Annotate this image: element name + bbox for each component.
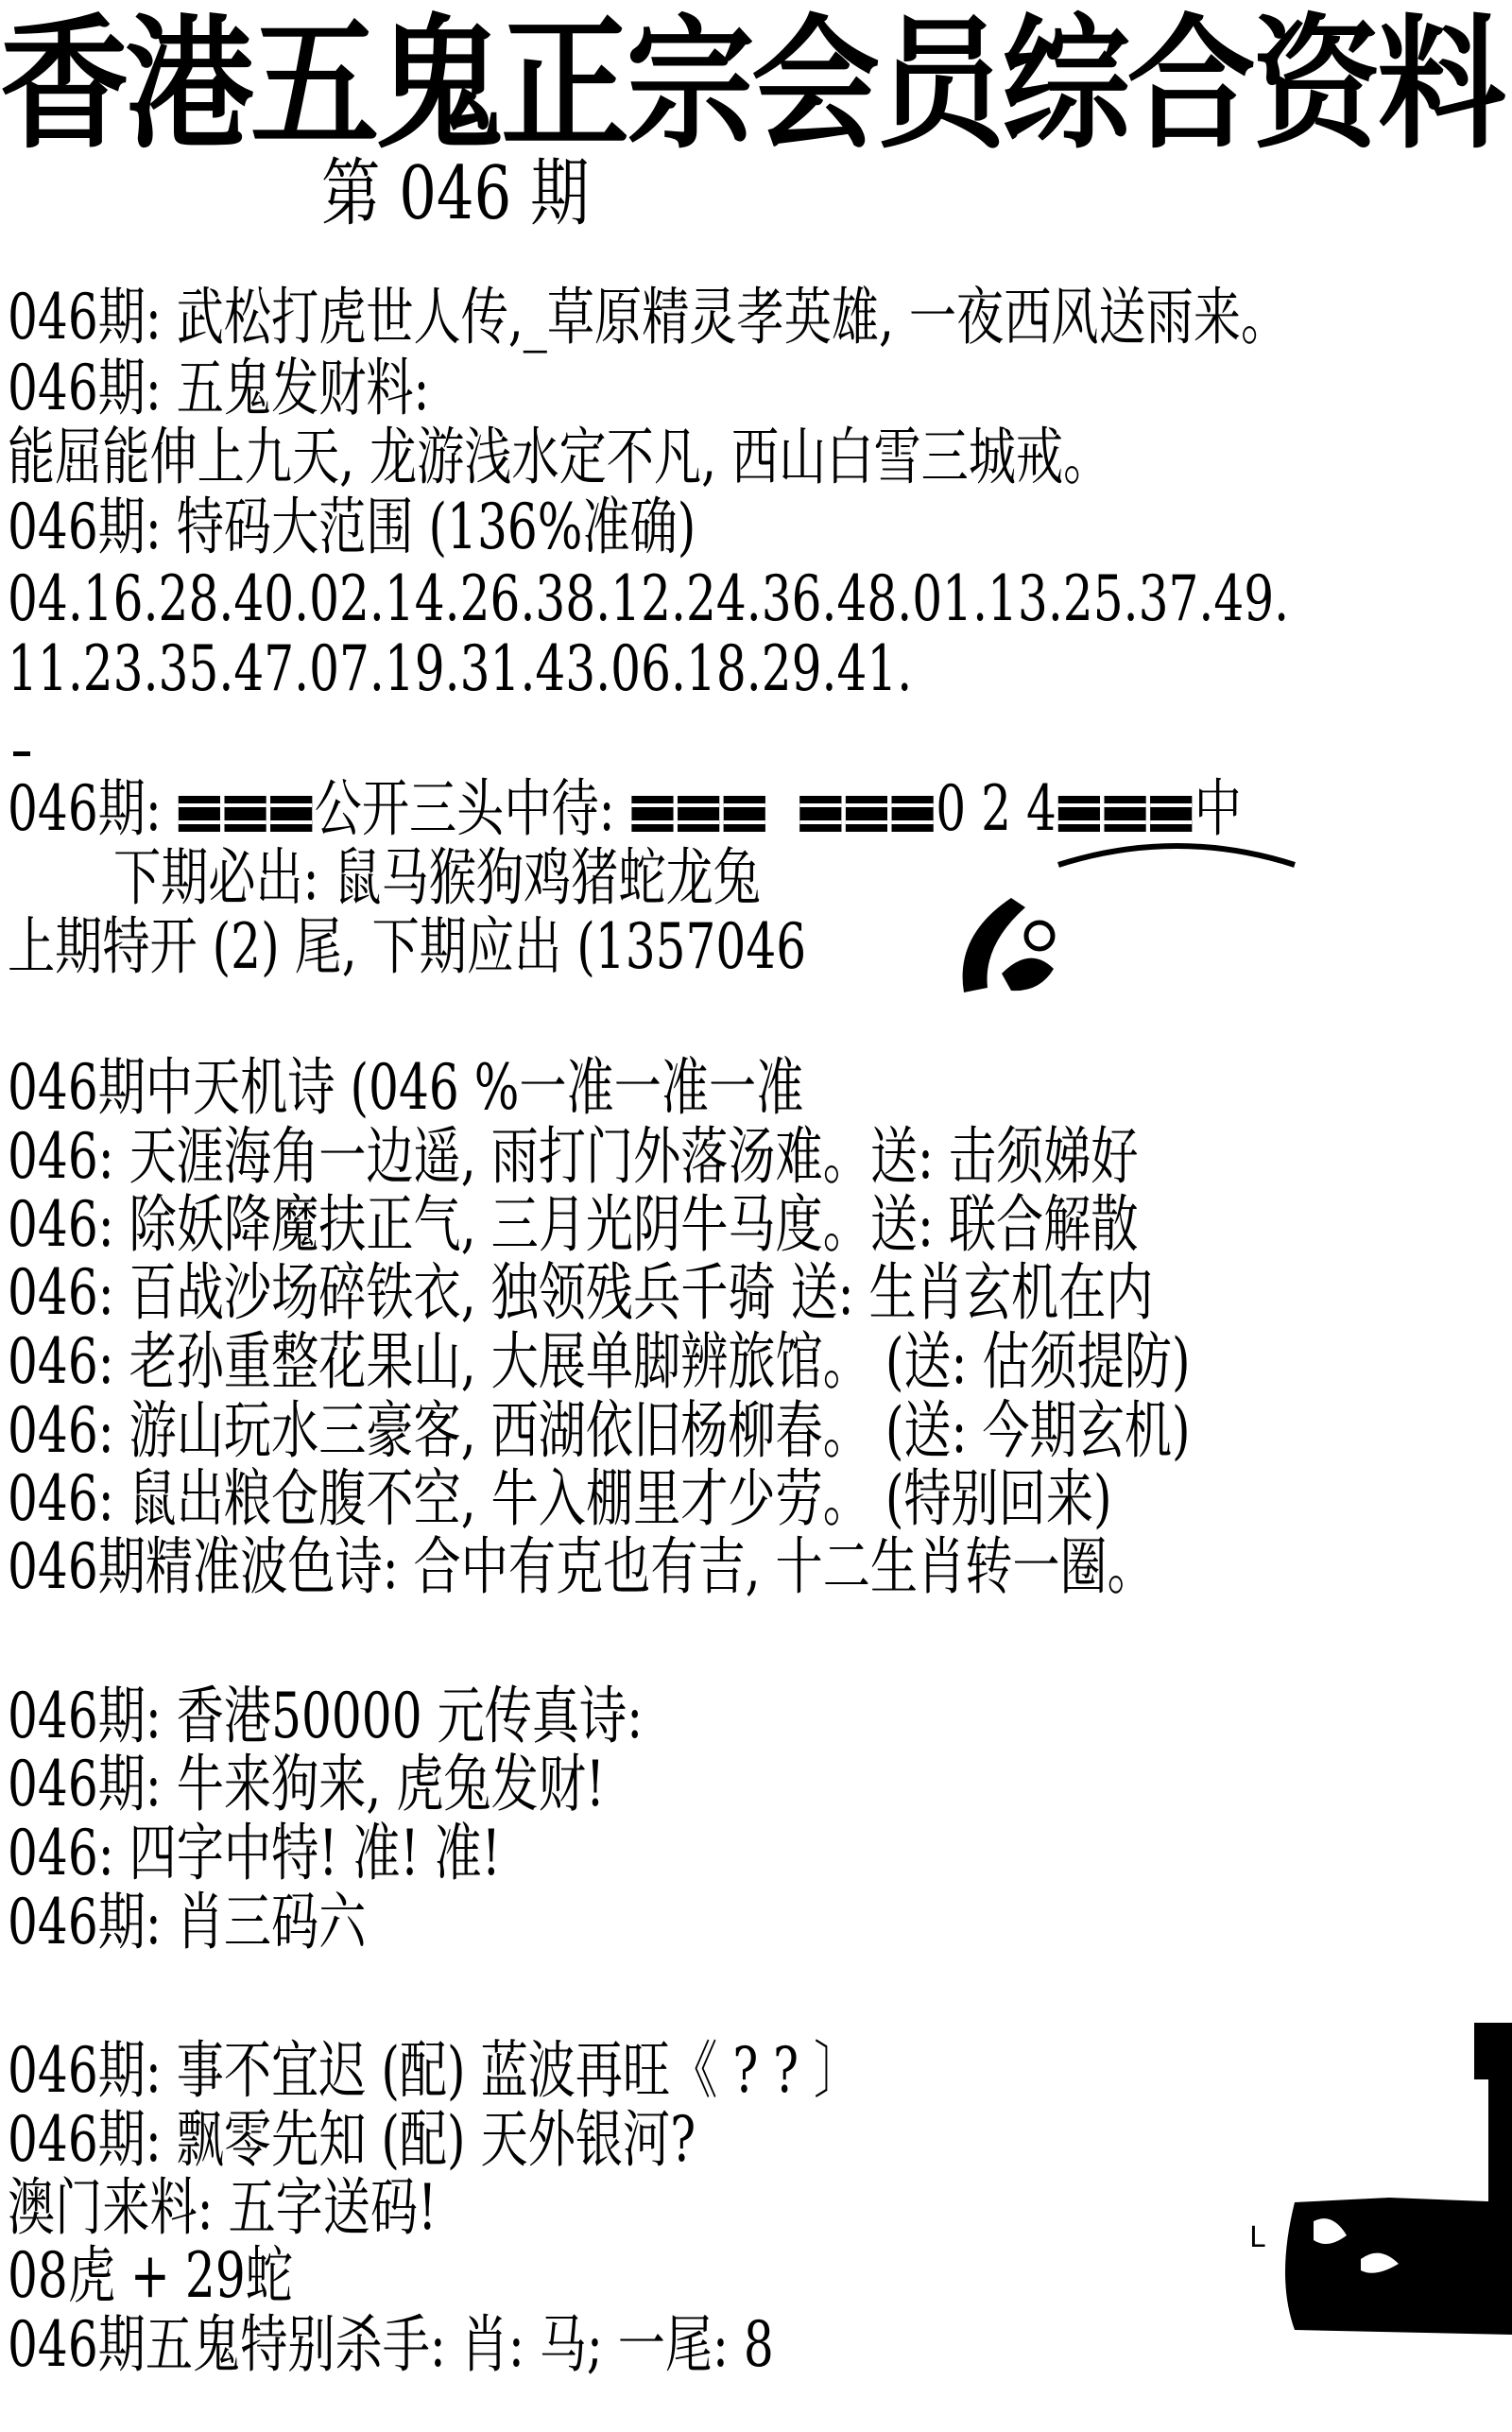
text-line: 澳门来料: 五字送码! bbox=[8, 2171, 438, 2244]
poem-line: 046: 百战沙场碎铁衣, 独领残兵千骑 送: 生肖玄机在内 bbox=[8, 1256, 1154, 1329]
text-line: 046期中天机诗 (046 %一准一准一准 bbox=[8, 1051, 804, 1124]
text-line: 046期: 香港50000 元传真诗: bbox=[8, 1680, 644, 1752]
ink-scribble-mark bbox=[945, 879, 1068, 1011]
text-line: 上期特开 (2) 尾, 下期应出 (1357046 bbox=[8, 910, 807, 983]
digits: 0 2 4 bbox=[936, 772, 1057, 845]
redaction-block bbox=[800, 796, 842, 832]
poem-line: 046: 老孙重整花果山, 大展单脚辨旅馆。 (送: 估须提防) bbox=[8, 1325, 1191, 1398]
line-prefix: 046期: bbox=[8, 772, 162, 845]
text-line: 046期精准波色诗: 合中有克也有吉, 十二生肖转一圈。 bbox=[8, 1530, 1155, 1603]
poem-line: 046: 除妖降魔扶正气, 三月光阴牛马度。送: 联合解散 bbox=[8, 1188, 1139, 1261]
ink-blot-mark bbox=[1276, 2023, 1512, 2335]
redaction-block bbox=[1058, 796, 1100, 832]
text-line: 能屈能伸上九天, 龙游浅水定不凡, 西山白雪三城戒。 bbox=[8, 421, 1111, 493]
document-title: 香港五鬼正宗会员综合资料 bbox=[0, 0, 1503, 168]
redaction-block bbox=[892, 796, 934, 832]
redaction-block bbox=[632, 796, 674, 832]
text-line: 046期五鬼特别杀手: 肖: 马; 一尾: 8 bbox=[8, 2308, 774, 2381]
redaction-block bbox=[1105, 796, 1146, 832]
redaction-block bbox=[270, 796, 312, 832]
text-line: 046期: 特码大范围 (136%准确) bbox=[8, 491, 696, 563]
poem-line: 046: 天涯海角一边遥, 雨打门外落汤难。送: 击须娣好 bbox=[8, 1120, 1139, 1193]
number-line: 04.16.28.40.02.14.26.38.12.24.36.48.01.13.25.37.49. bbox=[8, 562, 1290, 635]
line-text: 公开三头中待: bbox=[314, 772, 615, 845]
redaction-block bbox=[678, 796, 719, 832]
text-line: 046期: 事不宜迟 (配) 蓝波再旺《 ? ? 〕 bbox=[8, 2034, 862, 2107]
text-line: 046期: 牛来狗来, 虎兔发财! bbox=[8, 1748, 606, 1820]
poem-line: 046: 鼠出粮仓腹不空, 牛入棚里才少劳。 (特别回来) bbox=[8, 1462, 1112, 1535]
redaction-block bbox=[724, 796, 765, 832]
text-line: 046期: 飘零先知 (配) 天外银河? bbox=[8, 2103, 696, 2176]
text-line: 下期必出: 鼠马猴狗鸡猪蛇龙兔 bbox=[113, 841, 761, 914]
redaction-block bbox=[846, 796, 887, 832]
number-line: 11.23.35.47.07.19.31.43.06.18.29.41. bbox=[8, 632, 913, 705]
poem-line: 046: 游山玩水三豪客, 西湖依旧杨柳春。 (送: 今期玄机) bbox=[8, 1394, 1191, 1467]
line-suffix: 中 bbox=[1194, 772, 1242, 845]
redaction-block bbox=[225, 796, 266, 832]
underline-arc-mark bbox=[1054, 832, 1299, 870]
text-line: 046期: 武松打虎世人传,_草原精灵孝英雄, 一夜西风送雨来。 bbox=[8, 281, 1289, 354]
redaction-block bbox=[1150, 796, 1192, 832]
issue-number: 第 046 期 bbox=[321, 151, 590, 236]
text-line: 08虎 + 29蛇 bbox=[8, 2239, 293, 2312]
redaction-block bbox=[179, 796, 220, 832]
text-line: 046期: 肖三码六 bbox=[8, 1886, 367, 1958]
dash-mark bbox=[13, 751, 30, 756]
text-line: 046: 四字中特! 准! 准! bbox=[8, 1817, 501, 1889]
stray-mark: L bbox=[1249, 2221, 1265, 2254]
text-line: 046期: 五鬼发财料: bbox=[8, 352, 430, 424]
